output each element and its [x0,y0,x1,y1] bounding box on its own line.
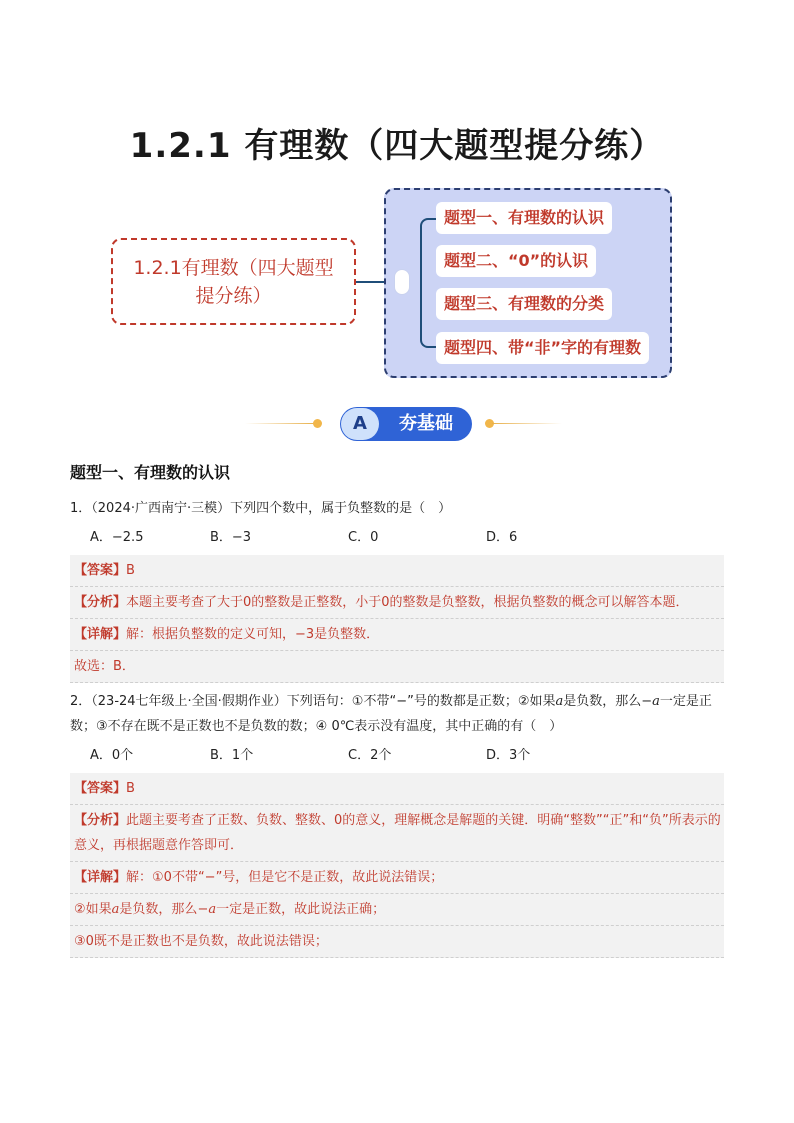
mindmap-bracket [420,218,436,348]
question-1: 1．（2024·广西南宁·三模）下列四个数中，属于负整数的是（ ） [70,501,452,516]
section-letter: A [341,408,379,440]
variable-a: a [555,694,564,709]
mindmap-item: 题型二、“0”的认识 [436,245,596,277]
choose-row [70,651,724,683]
option-d: D．6 [486,530,518,545]
mindmap-item: 题型四、带“非”字的有理数 [436,332,649,364]
answer-value: B [126,781,135,796]
detail-text: 解：根据负整数的定义可知，−3是负整数． [126,627,380,642]
question-1-options [70,525,724,551]
option-b: B．1个 [210,748,254,763]
mindmap-item: 题型三、有理数的分类 [436,288,612,320]
detail-text: 是负数，那么 [119,902,198,917]
detail-row [70,926,724,958]
section-heading: 题型一、有理数的认识 [70,463,231,482]
answer-value: B [126,563,135,578]
detail-tag: 【详解】 [74,870,127,885]
analysis-tag: 【分析】 [74,813,127,828]
analysis-tag: 【分析】 [74,595,127,610]
option-c: C．2个 [348,748,392,763]
analysis-row [70,587,724,619]
variable-neg-a: −a [641,694,660,709]
section-label: 夯基础 [399,413,453,434]
question-2-options [70,743,724,769]
question-2-text: 一定是正数；③不存在既不是正数也不是负数的数；④ 0℃表示没有温度，其中正确的有（ ） [70,694,712,734]
detail-text: ③0既不是正数也不是负数，故此说法错误； [74,934,328,949]
detail-text: ②如果 [74,902,112,917]
option-a: A．−2.5 [90,530,144,545]
option-c: C．0 [348,530,379,545]
choose-prefix: 故选： [74,659,114,674]
answer-tag: 【答案】 [74,563,127,578]
analysis-row [70,805,724,862]
answer-tag: 【答案】 [74,781,127,796]
divider [492,423,562,424]
detail-tag: 【详解】 [74,627,127,642]
question-2 [70,689,724,739]
choose-value: B． [113,659,135,674]
answer-row [70,773,724,805]
question-2-text: 2．（23-24七年级上·全国·假期作业）下列语句：①不带“−”号的数都是正数；②如果 [70,694,556,709]
detail-text: 解：①0不带“−”号，但是它不是正数，故此说法错误； [126,870,444,885]
variable-a: a [111,902,120,917]
page-title: 1.2.1 有理数（四大题型提分练） [129,126,665,166]
variable-neg-a: −a [197,902,217,917]
option-d: D．3个 [486,748,531,763]
option-b: B．−3 [210,530,252,545]
answer-row [70,555,724,587]
content [70,460,724,958]
dot-icon [313,419,322,428]
detail-row [70,619,724,651]
mindmap-root: 1.2.1有理数（四大题型提分练） [111,238,356,325]
question-2-text: 是负数，那么 [563,694,642,709]
section-badge [0,403,794,443]
divider [245,423,315,424]
mindmap-item: 题型一、有理数的认识 [436,202,612,234]
detail-row [70,862,724,894]
detail-text: 一定是正数，故此说法正确； [216,902,386,917]
detail-row [70,894,724,926]
analysis-text: 此题主要考查了正数、负数、整数、0的意义，理解概念是解题的关键．明确“整数”“正”和“负”所表示的意义，再根据题意作答即可． [74,813,721,853]
mindmap-knob [394,269,410,295]
option-a: A．0个 [90,748,134,763]
analysis-text: 本题主要考查了大于0的整数是正整数，小于0的整数是负整数，根据负整数的概念可以解答本题． [126,595,689,610]
